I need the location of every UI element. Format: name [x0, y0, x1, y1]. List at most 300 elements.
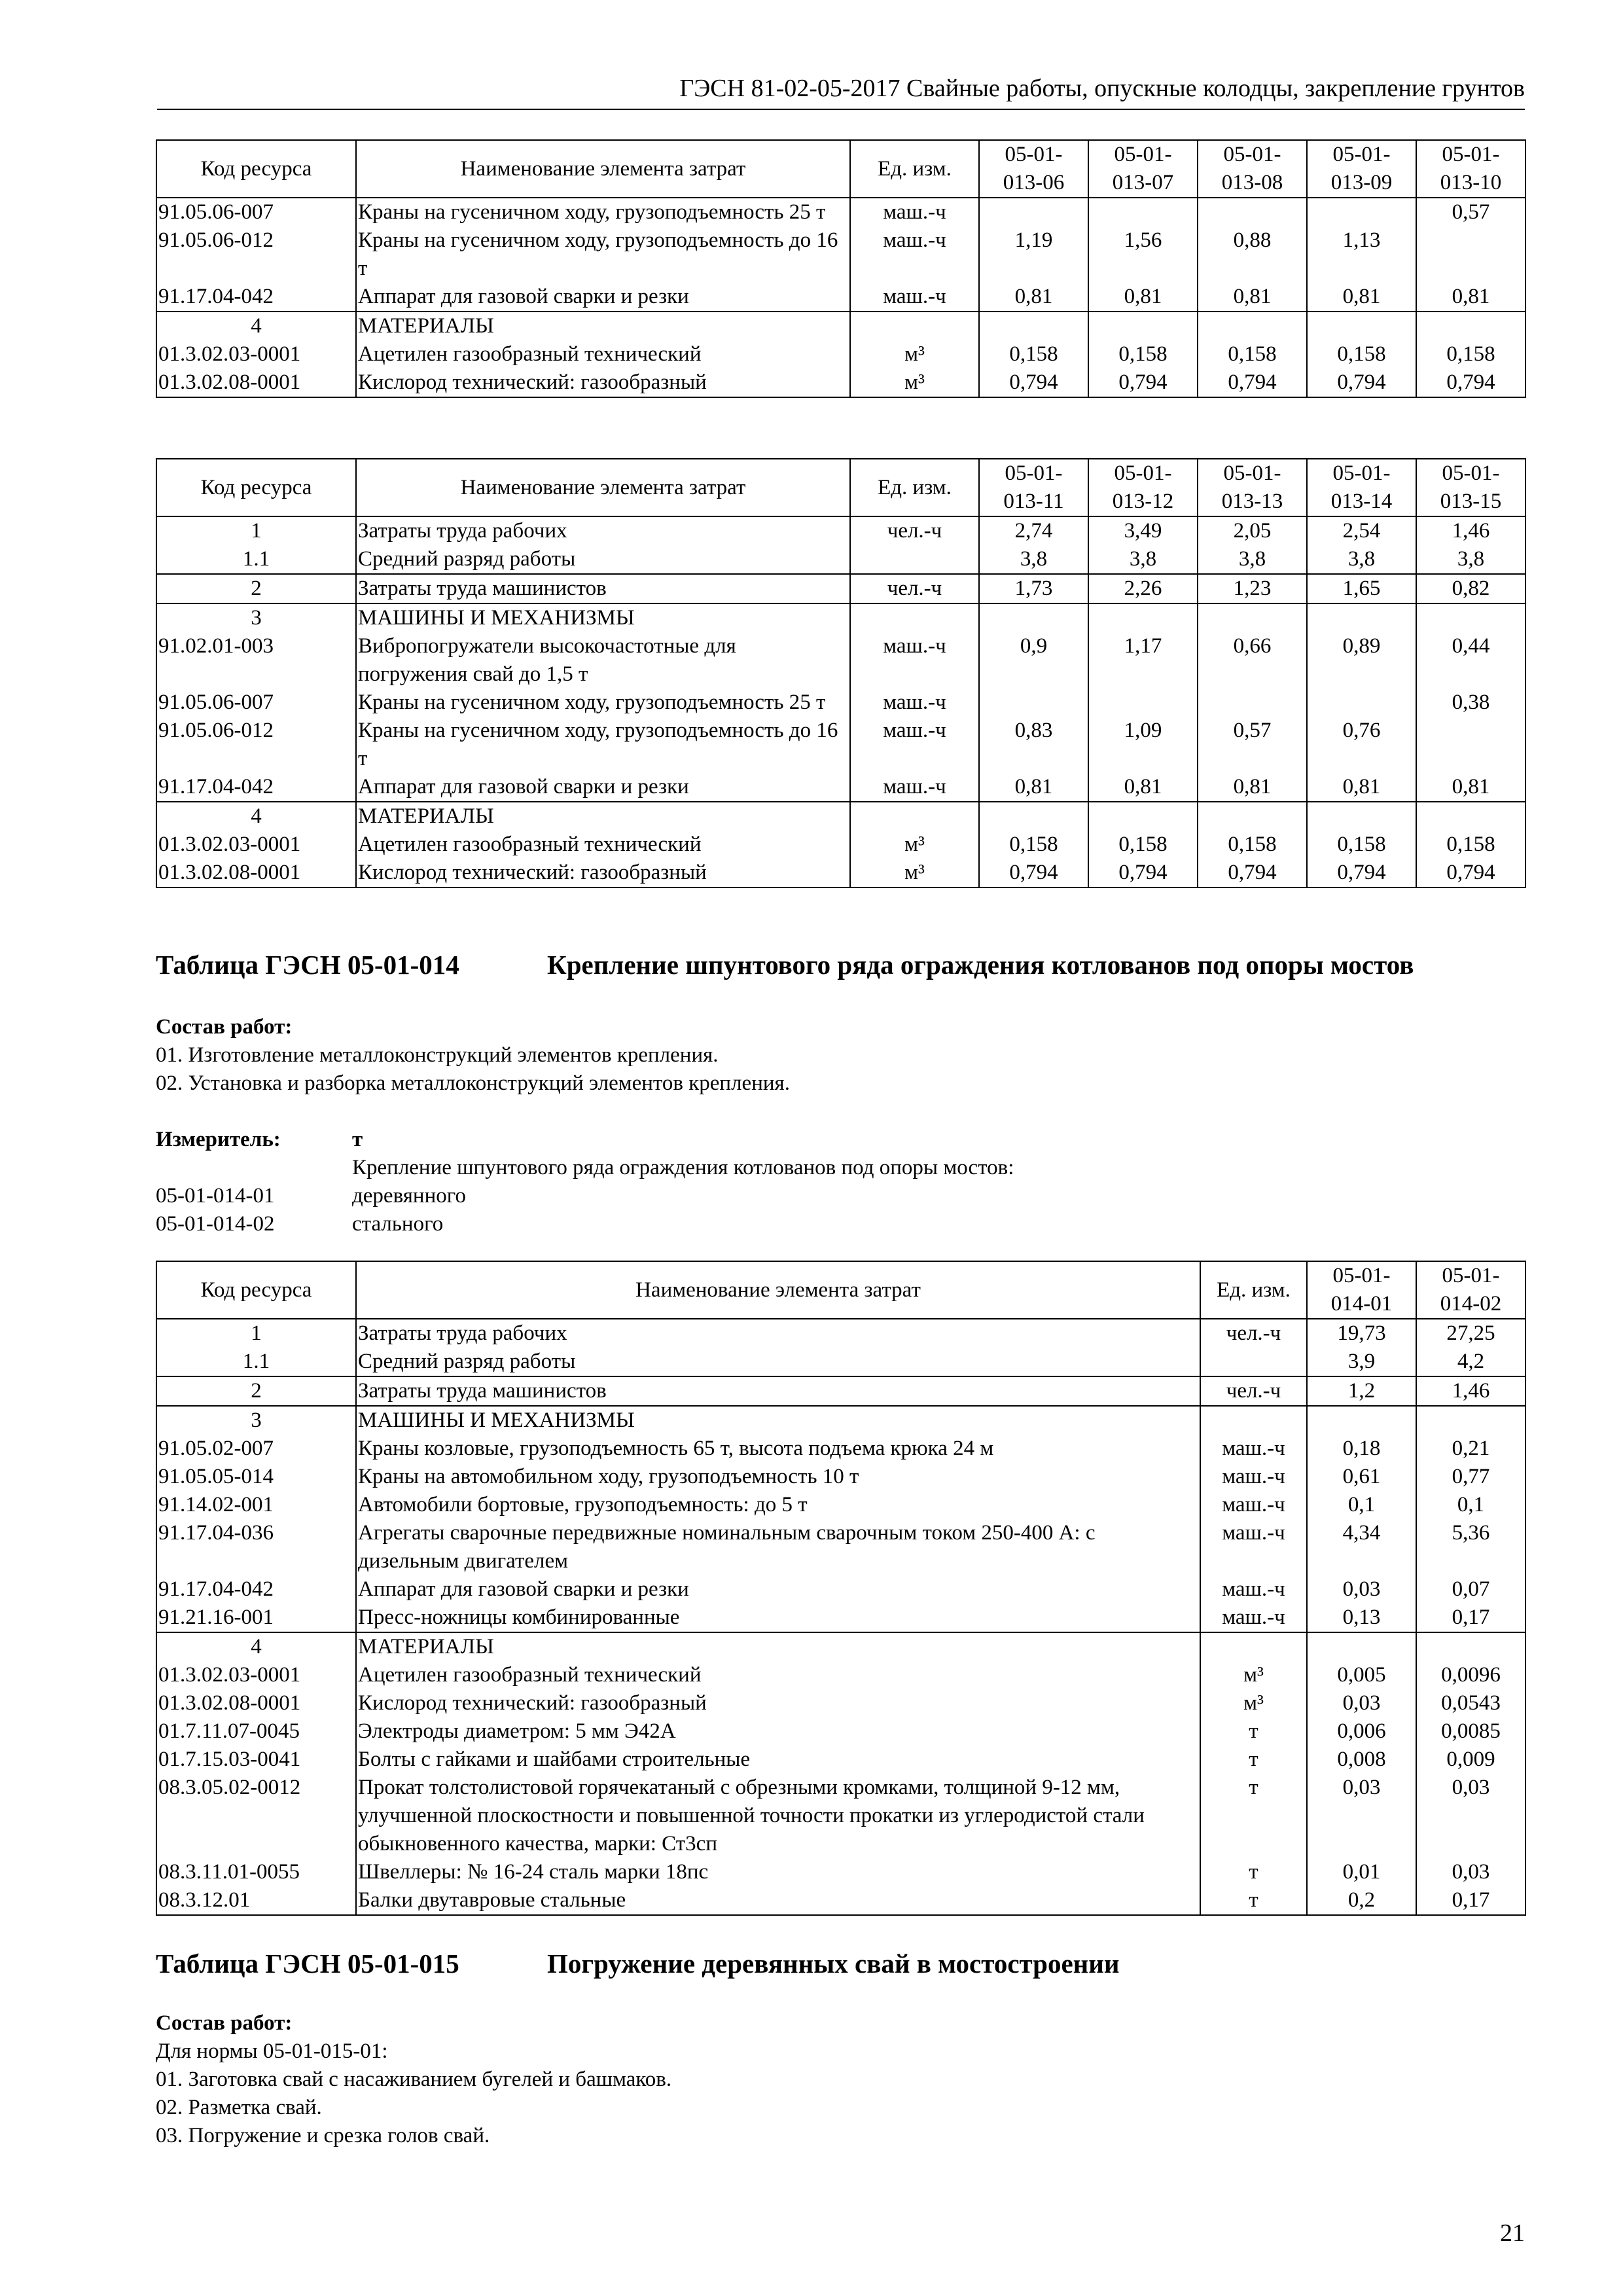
col-header-norm: 05-01- 013-07	[1088, 140, 1198, 198]
cell-unit: маш.-ч	[1200, 1435, 1307, 1463]
cell-name: Затраты труда машинистов	[356, 1376, 1200, 1406]
table-row	[156, 340, 1525, 368]
cell-unit	[850, 603, 979, 632]
cell-name: Краны на гусеничном ходу, грузоподъемность 25 т	[356, 689, 850, 717]
cell-value: 3,49	[1088, 516, 1198, 545]
cell-name: Аппарат для газовой сварки и резки	[356, 773, 850, 802]
cell-value: 0,17	[1416, 1886, 1525, 1915]
cell-unit	[1200, 1406, 1307, 1435]
cell-value	[1307, 312, 1416, 340]
col-header-norm: 05-01- 014-01	[1307, 1261, 1416, 1319]
cell-value: 3,8	[979, 545, 1088, 574]
cell-value: 0,006	[1307, 1717, 1416, 1746]
cell-value: 2,05	[1198, 516, 1307, 545]
table-code: Таблица ГЭСН 05-01-014	[156, 950, 459, 980]
table-row	[156, 603, 1525, 632]
cell-unit	[1200, 1632, 1307, 1661]
works-label: Состав работ:	[156, 2011, 293, 2035]
cell-code: 4	[156, 1632, 356, 1661]
cell-name: Прокат толстолистовой горячекатаный с обрезными кромками, толщиной 9-12 мм, улучшенной плоскостности и повышенной точности прокатки из углеродистой стали обыкновенного качества, марки: Ст3сп	[356, 1774, 1200, 1858]
cell-code: 91.14.02-001	[156, 1491, 356, 1519]
cell-value: 0,794	[1416, 859, 1525, 888]
cell-value	[1416, 603, 1525, 632]
col-header-norm: 05-01- 013-08	[1198, 140, 1307, 198]
cell-code: 01.7.15.03-0041	[156, 1746, 356, 1774]
table-row	[156, 831, 1525, 859]
cell-unit: т	[1200, 1746, 1307, 1774]
works-item: 01. Изготовление металлоконструкций элементов крепления.	[156, 1043, 719, 1067]
col-header-norm: 05-01- 013-06	[979, 140, 1088, 198]
cell-name: Швеллеры: № 16-24 сталь марки 18пс	[356, 1858, 1200, 1886]
resource-table-014	[156, 1261, 1526, 1916]
cell-code: 91.17.04-036	[156, 1519, 356, 1575]
col-header-name: Наименование элемента затрат	[356, 140, 850, 198]
norm-text: деревянного	[352, 1184, 466, 1208]
cell-name: Автомобили бортовые, грузоподъемность: до 5 т	[356, 1491, 1200, 1519]
cell-code: 4	[156, 312, 356, 340]
cell-value: 0,794	[1198, 859, 1307, 888]
table-row	[156, 1575, 1525, 1604]
cell-unit: т	[1200, 1717, 1307, 1746]
cell-value: 0,82	[1416, 574, 1525, 603]
cell-value: 1,73	[979, 574, 1088, 603]
table-row	[156, 1463, 1525, 1491]
cell-name: Ацетилен газообразный технический	[356, 1661, 1200, 1689]
cell-value: 2,74	[979, 516, 1088, 545]
cell-name: МАТЕРИАЛЫ	[356, 802, 850, 831]
table-row	[156, 1774, 1525, 1858]
cell-unit: маш.-ч	[1200, 1519, 1307, 1575]
cell-name: Болты с гайками и шайбами строительные	[356, 1746, 1200, 1774]
cell-code: 01.3.02.08-0001	[156, 368, 356, 397]
table-row	[156, 1886, 1525, 1915]
cell-value: 0,158	[979, 340, 1088, 368]
cell-value	[1198, 603, 1307, 632]
table-row	[156, 802, 1525, 831]
cell-name: МАШИНЫ И МЕХАНИЗМЫ	[356, 1406, 1200, 1435]
cell-unit: чел.-ч	[850, 574, 979, 603]
meter-label: Измеритель:	[156, 1128, 281, 1151]
cell-unit: м³	[850, 859, 979, 888]
cell-unit: чел.-ч	[1200, 1319, 1307, 1348]
cell-value: 1,19	[979, 226, 1088, 283]
cell-unit	[850, 802, 979, 831]
cell-value: 4,2	[1416, 1348, 1525, 1376]
cell-name: Вибропогружатели высокочастотные для погружения свай до 1,5 т	[356, 632, 850, 689]
cell-name: МАТЕРИАЛЫ	[356, 1632, 1200, 1661]
cell-value: 0,17	[1416, 1604, 1525, 1632]
works-item: 03. Погружение и срезка голов свай.	[156, 2124, 490, 2147]
cell-value	[1088, 198, 1198, 226]
cell-code: 91.21.16-001	[156, 1604, 356, 1632]
cell-name: Краны на автомобильном ходу, грузоподъемность 10 т	[356, 1463, 1200, 1491]
cell-unit: м³	[850, 340, 979, 368]
table-row	[156, 283, 1525, 312]
cell-code: 01.3.02.03-0001	[156, 1661, 356, 1689]
col-header-name: Наименование элемента затрат	[356, 459, 850, 516]
meter-block-014	[156, 1126, 1014, 1238]
table-row	[156, 1491, 1525, 1519]
table-row	[156, 689, 1525, 717]
cell-code: 08.3.05.02-0012	[156, 1774, 356, 1858]
cell-value: 0,158	[1198, 340, 1307, 368]
cell-value: 2,54	[1307, 516, 1416, 545]
cell-value	[1088, 689, 1198, 717]
cell-value: 1,2	[1307, 1376, 1416, 1406]
cell-value: 0,9	[979, 632, 1088, 689]
cell-value: 0,77	[1416, 1463, 1525, 1491]
cell-value: 0,83	[979, 717, 1088, 773]
cell-code: 1	[156, 516, 356, 545]
cell-name: Аппарат для газовой сварки и резки	[356, 1575, 1200, 1604]
cell-value: 0,89	[1307, 632, 1416, 689]
cell-value	[979, 802, 1088, 831]
table-row	[156, 545, 1525, 574]
cell-code: 1.1	[156, 1348, 356, 1376]
cell-unit: м³	[850, 831, 979, 859]
cell-value	[1416, 226, 1525, 283]
cell-unit	[850, 545, 979, 574]
cell-name: МАШИНЫ И МЕХАНИЗМЫ	[356, 603, 850, 632]
cell-value	[1307, 198, 1416, 226]
cell-value: 0,81	[1416, 773, 1525, 802]
cell-name: Кислород технический: газообразный	[356, 368, 850, 397]
cell-unit: маш.-ч	[1200, 1463, 1307, 1491]
cell-name: Средний разряд работы	[356, 545, 850, 574]
cell-code: 01.3.02.03-0001	[156, 831, 356, 859]
cell-code: 08.3.12.01	[156, 1886, 356, 1915]
cell-value: 0,1	[1307, 1491, 1416, 1519]
cell-value: 0,21	[1416, 1435, 1525, 1463]
cell-value: 0,03	[1416, 1858, 1525, 1886]
cell-value: 0,0085	[1416, 1717, 1525, 1746]
col-header-norm: 05-01- 014-02	[1416, 1261, 1525, 1319]
cell-value	[1307, 1406, 1416, 1435]
cell-value: 3,8	[1307, 545, 1416, 574]
col-header-norm: 05-01- 013-12	[1088, 459, 1198, 516]
works-item: 02. Разметка свай.	[156, 2096, 322, 2119]
table-row	[156, 1661, 1525, 1689]
table-header-row	[156, 1261, 1525, 1319]
meter-description: Крепление шпунтового ряда ограждения котлованов под опоры мостов:	[352, 1156, 1014, 1179]
cell-code: 08.3.11.01-0055	[156, 1858, 356, 1886]
col-header-norm: 05-01- 013-13	[1198, 459, 1307, 516]
cell-name: Затраты труда рабочих	[356, 516, 850, 545]
cell-unit: чел.-ч	[1200, 1376, 1307, 1406]
table-code: Таблица ГЭСН 05-01-015	[156, 1948, 459, 1979]
cell-unit: маш.-ч	[1200, 1604, 1307, 1632]
cell-value: 0,81	[1307, 773, 1416, 802]
cell-value: 0,794	[1088, 859, 1198, 888]
cell-value	[1307, 802, 1416, 831]
cell-value: 27,25	[1416, 1319, 1525, 1348]
cell-value: 0,158	[1198, 831, 1307, 859]
cell-value: 0,03	[1307, 1575, 1416, 1604]
cell-name: Ацетилен газообразный технический	[356, 831, 850, 859]
cell-value: 0,81	[1088, 773, 1198, 802]
norm-code: 05-01-014-02	[156, 1212, 275, 1236]
cell-value	[1307, 603, 1416, 632]
cell-value	[1416, 717, 1525, 773]
table-row	[156, 198, 1525, 226]
cell-code: 2	[156, 1376, 356, 1406]
cell-value: 3,8	[1198, 545, 1307, 574]
cell-value	[1416, 1632, 1525, 1661]
cell-value: 0,794	[1307, 859, 1416, 888]
cell-value: 1,13	[1307, 226, 1416, 283]
cell-value: 0,81	[1416, 283, 1525, 312]
cell-value	[1198, 312, 1307, 340]
cell-value: 0,57	[1198, 717, 1307, 773]
cell-value	[1088, 802, 1198, 831]
cell-value: 1,46	[1416, 1376, 1525, 1406]
cell-unit: маш.-ч	[850, 283, 979, 312]
cell-value: 0,01	[1307, 1858, 1416, 1886]
cell-value: 5,36	[1416, 1519, 1525, 1575]
cell-value: 0,009	[1416, 1746, 1525, 1774]
cell-name: Кислород технический: газообразный	[356, 1689, 1200, 1717]
table-row	[156, 1519, 1525, 1575]
table-title: Крепление шпунтового ряда ограждения котлованов под опоры мостов	[547, 950, 1414, 980]
cell-value: 0,81	[1198, 283, 1307, 312]
cell-value: 0,008	[1307, 1746, 1416, 1774]
cell-unit	[850, 312, 979, 340]
cell-value: 0,44	[1416, 632, 1525, 689]
works-label: Состав работ:	[156, 1015, 293, 1039]
cell-name: Средний разряд работы	[356, 1348, 1200, 1376]
section-title-014	[156, 948, 1414, 982]
cell-value	[1198, 802, 1307, 831]
cell-value	[979, 603, 1088, 632]
cell-value	[1307, 689, 1416, 717]
cell-unit: маш.-ч	[850, 689, 979, 717]
cell-value: 1,23	[1198, 574, 1307, 603]
cell-value: 0,794	[1307, 368, 1416, 397]
cell-code: 3	[156, 1406, 356, 1435]
cell-name: Пресс-ножницы комбинированные	[356, 1604, 1200, 1632]
cell-value	[1416, 312, 1525, 340]
table-row	[156, 1406, 1525, 1435]
works-item: 02. Установка и разборка металлоконструкций элементов крепления.	[156, 1071, 790, 1095]
cell-unit: маш.-ч	[850, 773, 979, 802]
resource-table-013-06-10	[156, 139, 1526, 398]
cell-code: 91.05.06-012	[156, 717, 356, 773]
col-header-unit: Ед. изм.	[1200, 1261, 1307, 1319]
col-header-norm: 05-01- 013-14	[1307, 459, 1416, 516]
table-row	[156, 1689, 1525, 1717]
col-header-code: Код ресурса	[156, 140, 356, 198]
cell-value: 0,07	[1416, 1575, 1525, 1604]
table-row	[156, 226, 1525, 283]
cell-value: 0,2	[1307, 1886, 1416, 1915]
cell-unit: т	[1200, 1774, 1307, 1858]
cell-value: 0,158	[1307, 831, 1416, 859]
cell-value: 0,81	[1307, 283, 1416, 312]
table-row	[156, 632, 1525, 689]
cell-value: 0,1	[1416, 1491, 1525, 1519]
table-row	[156, 1319, 1525, 1348]
cell-code: 91.05.06-007	[156, 198, 356, 226]
table-row	[156, 1435, 1525, 1463]
cell-code: 91.05.02-007	[156, 1435, 356, 1463]
works-composition-014	[156, 1013, 1525, 1098]
cell-code: 91.05.06-012	[156, 226, 356, 283]
cell-value	[979, 198, 1088, 226]
cell-value: 1,17	[1088, 632, 1198, 689]
cell-value: 0,76	[1307, 717, 1416, 773]
cell-code: 01.3.02.03-0001	[156, 340, 356, 368]
cell-name: Агрегаты сварочные передвижные номинальным сварочным током 250-400 А: с дизельным двигателем	[356, 1519, 1200, 1575]
table-row	[156, 1717, 1525, 1746]
cell-value: 0,794	[979, 368, 1088, 397]
cell-value: 0,158	[1088, 340, 1198, 368]
table-row	[156, 312, 1525, 340]
table-row	[156, 1746, 1525, 1774]
works-composition-015	[156, 2009, 1525, 2150]
cell-unit: маш.-ч	[850, 717, 979, 773]
cell-value	[1088, 603, 1198, 632]
cell-value: 1,56	[1088, 226, 1198, 283]
table-row	[156, 1632, 1525, 1661]
cell-value: 1,46	[1416, 516, 1525, 545]
cell-value: 0,38	[1416, 689, 1525, 717]
cell-name: Балки двутавровые стальные	[356, 1886, 1200, 1915]
cell-value: 4,34	[1307, 1519, 1416, 1575]
cell-value	[979, 689, 1088, 717]
cell-unit	[1200, 1348, 1307, 1376]
cell-value: 0,158	[1416, 831, 1525, 859]
cell-name: Краны на гусеничном ходу, грузоподъемность 25 т	[356, 198, 850, 226]
cell-code: 1	[156, 1319, 356, 1348]
table-row	[156, 516, 1525, 545]
table-title: Погружение деревянных свай в мостостроении	[547, 1948, 1120, 1979]
page-number: 21	[1500, 2219, 1525, 2247]
cell-value	[979, 312, 1088, 340]
works-item: 01. Заготовка свай с насаживанием бугелей и башмаков.	[156, 2068, 672, 2091]
cell-value: 0,794	[1088, 368, 1198, 397]
resource-table-013-11-15	[156, 458, 1526, 888]
cell-name: МАТЕРИАЛЫ	[356, 312, 850, 340]
col-header-unit: Ед. изм.	[850, 459, 979, 516]
cell-value: 0,03	[1307, 1774, 1416, 1858]
cell-value: 3,8	[1088, 545, 1198, 574]
cell-unit: маш.-ч	[1200, 1575, 1307, 1604]
cell-value: 0,81	[1198, 773, 1307, 802]
cell-name: Краны козловые, грузоподъемность 65 т, высота подъема крюка 24 м	[356, 1435, 1200, 1463]
cell-value	[1416, 802, 1525, 831]
cell-code: 01.3.02.08-0001	[156, 859, 356, 888]
table-row	[156, 1376, 1525, 1406]
cell-value: 0,158	[1416, 340, 1525, 368]
cell-name: Электроды диаметром: 5 мм Э42А	[356, 1717, 1200, 1746]
cell-value: 0,66	[1198, 632, 1307, 689]
table-header-row	[156, 140, 1525, 198]
cell-value: 19,73	[1307, 1319, 1416, 1348]
cell-code: 91.05.05-014	[156, 1463, 356, 1491]
cell-code: 91.17.04-042	[156, 283, 356, 312]
cell-value	[1416, 1406, 1525, 1435]
table-row	[156, 1858, 1525, 1886]
cell-unit: маш.-ч	[850, 632, 979, 689]
cell-code: 91.17.04-042	[156, 1575, 356, 1604]
cell-value	[1088, 312, 1198, 340]
cell-unit: м³	[1200, 1689, 1307, 1717]
cell-value: 0,794	[979, 859, 1088, 888]
cell-value: 0,61	[1307, 1463, 1416, 1491]
cell-value: 0,005	[1307, 1661, 1416, 1689]
cell-value: 0,88	[1198, 226, 1307, 283]
col-header-unit: Ед. изм.	[850, 140, 979, 198]
cell-value: 1,65	[1307, 574, 1416, 603]
cell-unit: маш.-ч	[1200, 1491, 1307, 1519]
cell-value: 0,0096	[1416, 1661, 1525, 1689]
cell-value: 3,8	[1416, 545, 1525, 574]
works-item: Для нормы 05-01-015-01:	[156, 2039, 388, 2063]
cell-value: 0,03	[1307, 1689, 1416, 1717]
cell-code: 01.7.11.07-0045	[156, 1717, 356, 1746]
cell-value: 0,81	[979, 773, 1088, 802]
cell-value: 0,13	[1307, 1604, 1416, 1632]
meter-unit: т	[352, 1128, 363, 1151]
col-header-norm: 05-01- 013-09	[1307, 140, 1416, 198]
cell-code: 1.1	[156, 545, 356, 574]
cell-unit: м³	[1200, 1661, 1307, 1689]
cell-value: 0,158	[1088, 831, 1198, 859]
cell-name: Кислород технический: газообразный	[356, 859, 850, 888]
cell-code: 91.17.04-042	[156, 773, 356, 802]
norm-text: стального	[352, 1212, 444, 1236]
cell-value: 0,158	[1307, 340, 1416, 368]
cell-unit: маш.-ч	[850, 226, 979, 283]
cell-value: 0,81	[1088, 283, 1198, 312]
col-header-norm: 05-01- 013-15	[1416, 459, 1525, 516]
table-row	[156, 717, 1525, 773]
section-title-015	[156, 1946, 1120, 1981]
cell-value: 2,26	[1088, 574, 1198, 603]
table-row	[156, 1348, 1525, 1376]
table-header-row	[156, 459, 1525, 516]
cell-value: 0,0543	[1416, 1689, 1525, 1717]
table-row	[156, 773, 1525, 802]
cell-value: 0,794	[1198, 368, 1307, 397]
cell-unit: т	[1200, 1858, 1307, 1886]
cell-value: 0,18	[1307, 1435, 1416, 1463]
col-header-norm: 05-01- 013-10	[1416, 140, 1525, 198]
cell-name: Затраты труда рабочих	[356, 1319, 1200, 1348]
cell-code: 4	[156, 802, 356, 831]
cell-code: 01.3.02.08-0001	[156, 1689, 356, 1717]
cell-value: 0,794	[1416, 368, 1525, 397]
cell-name: Краны на гусеничном ходу, грузоподъемность до 16 т	[356, 226, 850, 283]
cell-value: 0,158	[979, 831, 1088, 859]
cell-unit: т	[1200, 1886, 1307, 1915]
cell-unit: маш.-ч	[850, 198, 979, 226]
cell-value: 0,81	[979, 283, 1088, 312]
cell-value	[1307, 1632, 1416, 1661]
table-row	[156, 574, 1525, 603]
cell-name: Ацетилен газообразный технический	[356, 340, 850, 368]
running-header: ГЭСН 81-02-05-2017 Свайные работы, опускные колодцы, закрепление грунтов	[157, 72, 1525, 110]
col-header-name: Наименование элемента затрат	[356, 1261, 1200, 1319]
norm-code: 05-01-014-01	[156, 1184, 275, 1208]
cell-code: 3	[156, 603, 356, 632]
col-header-code: Код ресурса	[156, 459, 356, 516]
table-row	[156, 859, 1525, 888]
cell-code: 2	[156, 574, 356, 603]
col-header-norm: 05-01- 013-11	[979, 459, 1088, 516]
cell-value: 0,03	[1416, 1774, 1525, 1858]
table-row	[156, 368, 1525, 397]
